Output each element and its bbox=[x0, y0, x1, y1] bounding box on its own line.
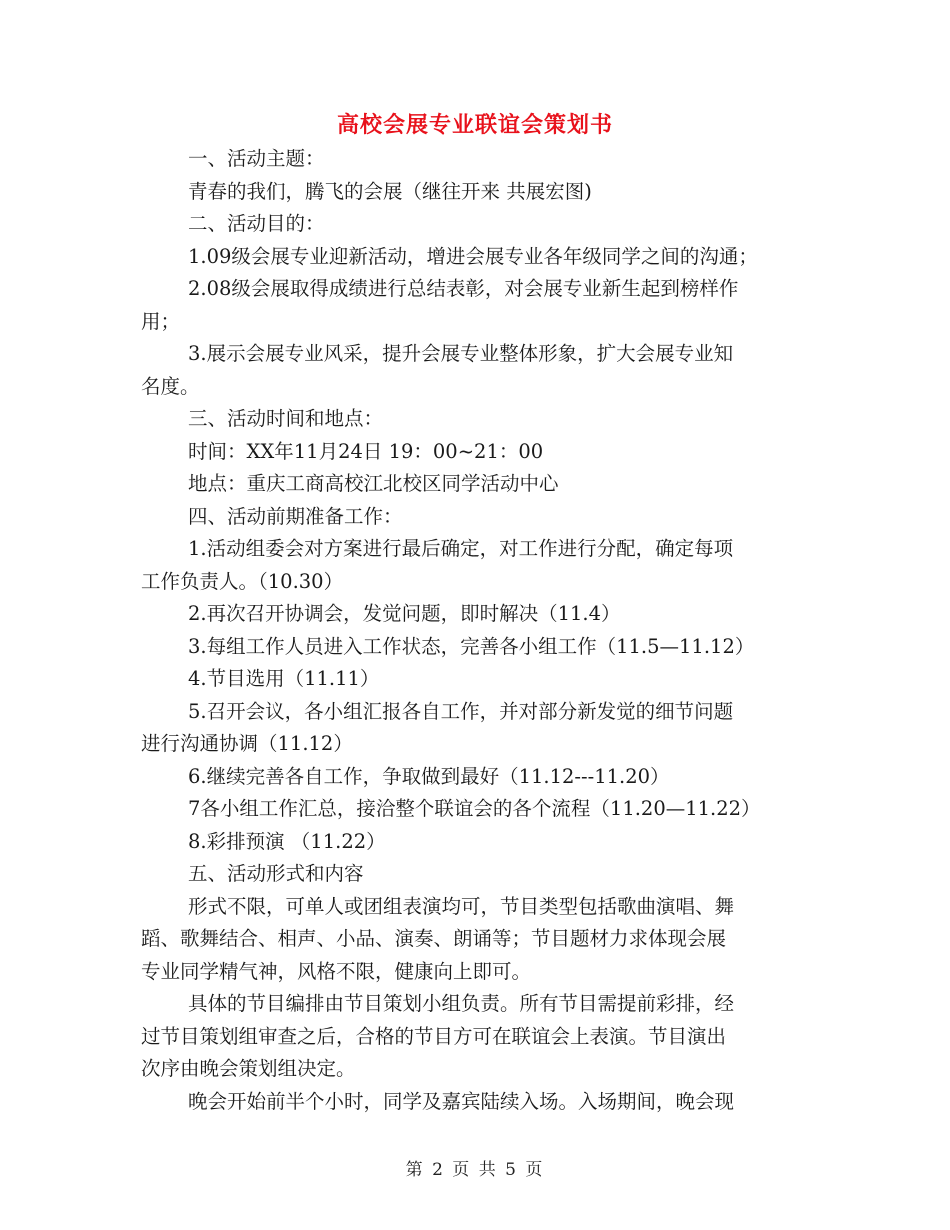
paragraph-line: 青春的我们，腾飞的会展（继往开来 共展宏图) bbox=[188, 179, 592, 203]
paragraph-line: 工作负责人。（10.30） bbox=[141, 569, 344, 593]
document-title: 高校会展专业联谊会策划书 bbox=[336, 112, 613, 138]
paragraph-line: 7各小组工作汇总，接洽整个联谊会的各个流程（11.20—11.22） bbox=[188, 797, 761, 820]
paragraph-line: 3.每组工作人员进入工作状态，完善各小组工作（11.5—11.12） bbox=[188, 634, 755, 658]
paragraph-line: 4.节目选用（11.11） bbox=[188, 667, 380, 690]
paragraph-line: 地点：重庆工商高校江北校区同学活动中心 bbox=[188, 472, 559, 495]
paragraph-line: 形式不限，可单人或团组表演均可，节目类型包括歌曲演唱、舞 bbox=[188, 894, 735, 918]
section-heading: 五、活动形式和内容 bbox=[188, 862, 364, 885]
paragraph-line: 8.彩排预演 （11.22） bbox=[188, 829, 386, 853]
paragraph-line: 6.继续完善各自工作，争取做到最好（11.12---11.20） bbox=[188, 764, 670, 788]
paragraph-line: 时间：XX年11月24日 19：00~21：00 bbox=[188, 439, 544, 463]
paragraph-line: 2.再次召开协调会，发觉问题，即时解决（11.4） bbox=[188, 602, 621, 625]
document-body bbox=[141, 143, 806, 1118]
page-number-footer: 第 2 页 共 5 页 bbox=[405, 1160, 545, 1180]
section-heading: 三、活动时间和地点： bbox=[188, 407, 384, 430]
paragraph-line: 具体的节目编排由节目策划小组负责。所有节目需提前彩排，经 bbox=[188, 992, 735, 1015]
paragraph-line: 过节目策划组审查之后，合格的节目方可在联谊会上表演。节目演出 bbox=[141, 1024, 727, 1048]
paragraph-line: 1.09级会展专业迎新活动，增进会展专业各年级同学之间的沟通； bbox=[188, 244, 758, 268]
section-heading: 四、活动前期准备工作： bbox=[188, 504, 403, 528]
paragraph-line: 3.展示会展专业风采，提升会展专业整体形象，扩大会展专业知 bbox=[188, 342, 734, 365]
paragraph-line: 1.活动组委会对方案进行最后确定，对工作进行分配，确定每项 bbox=[188, 537, 734, 560]
paragraph-line: 晚会开始前半个小时，同学及嘉宾陆续入场。入场期间，晚会现 bbox=[188, 1089, 735, 1113]
section-heading: 二、活动目的： bbox=[188, 212, 325, 235]
paragraph-line: 5.召开会议，各小组汇报各自工作，并对部分新发觉的细节问题 bbox=[188, 699, 734, 723]
paragraph-line: 2.08级会展取得成绩进行总结表彰，对会展专业新生起到榜样作 bbox=[188, 277, 739, 300]
paragraph-line: 次序由晚会策划组决定。 bbox=[141, 1057, 356, 1080]
paragraph-line: 蹈、歌舞结合、相声、小品、演奏、朗诵等；节目题材力求体现会展 bbox=[141, 927, 727, 950]
section-heading: 一、活动主题： bbox=[188, 147, 325, 170]
paragraph-line: 用； bbox=[141, 309, 181, 333]
paragraph-line: 专业同学精气神，风格不限，健康向上即可。 bbox=[141, 959, 532, 983]
paragraph-line: 进行沟通协调（11.12） bbox=[141, 732, 353, 755]
paragraph-line: 名度。 bbox=[141, 374, 200, 398]
